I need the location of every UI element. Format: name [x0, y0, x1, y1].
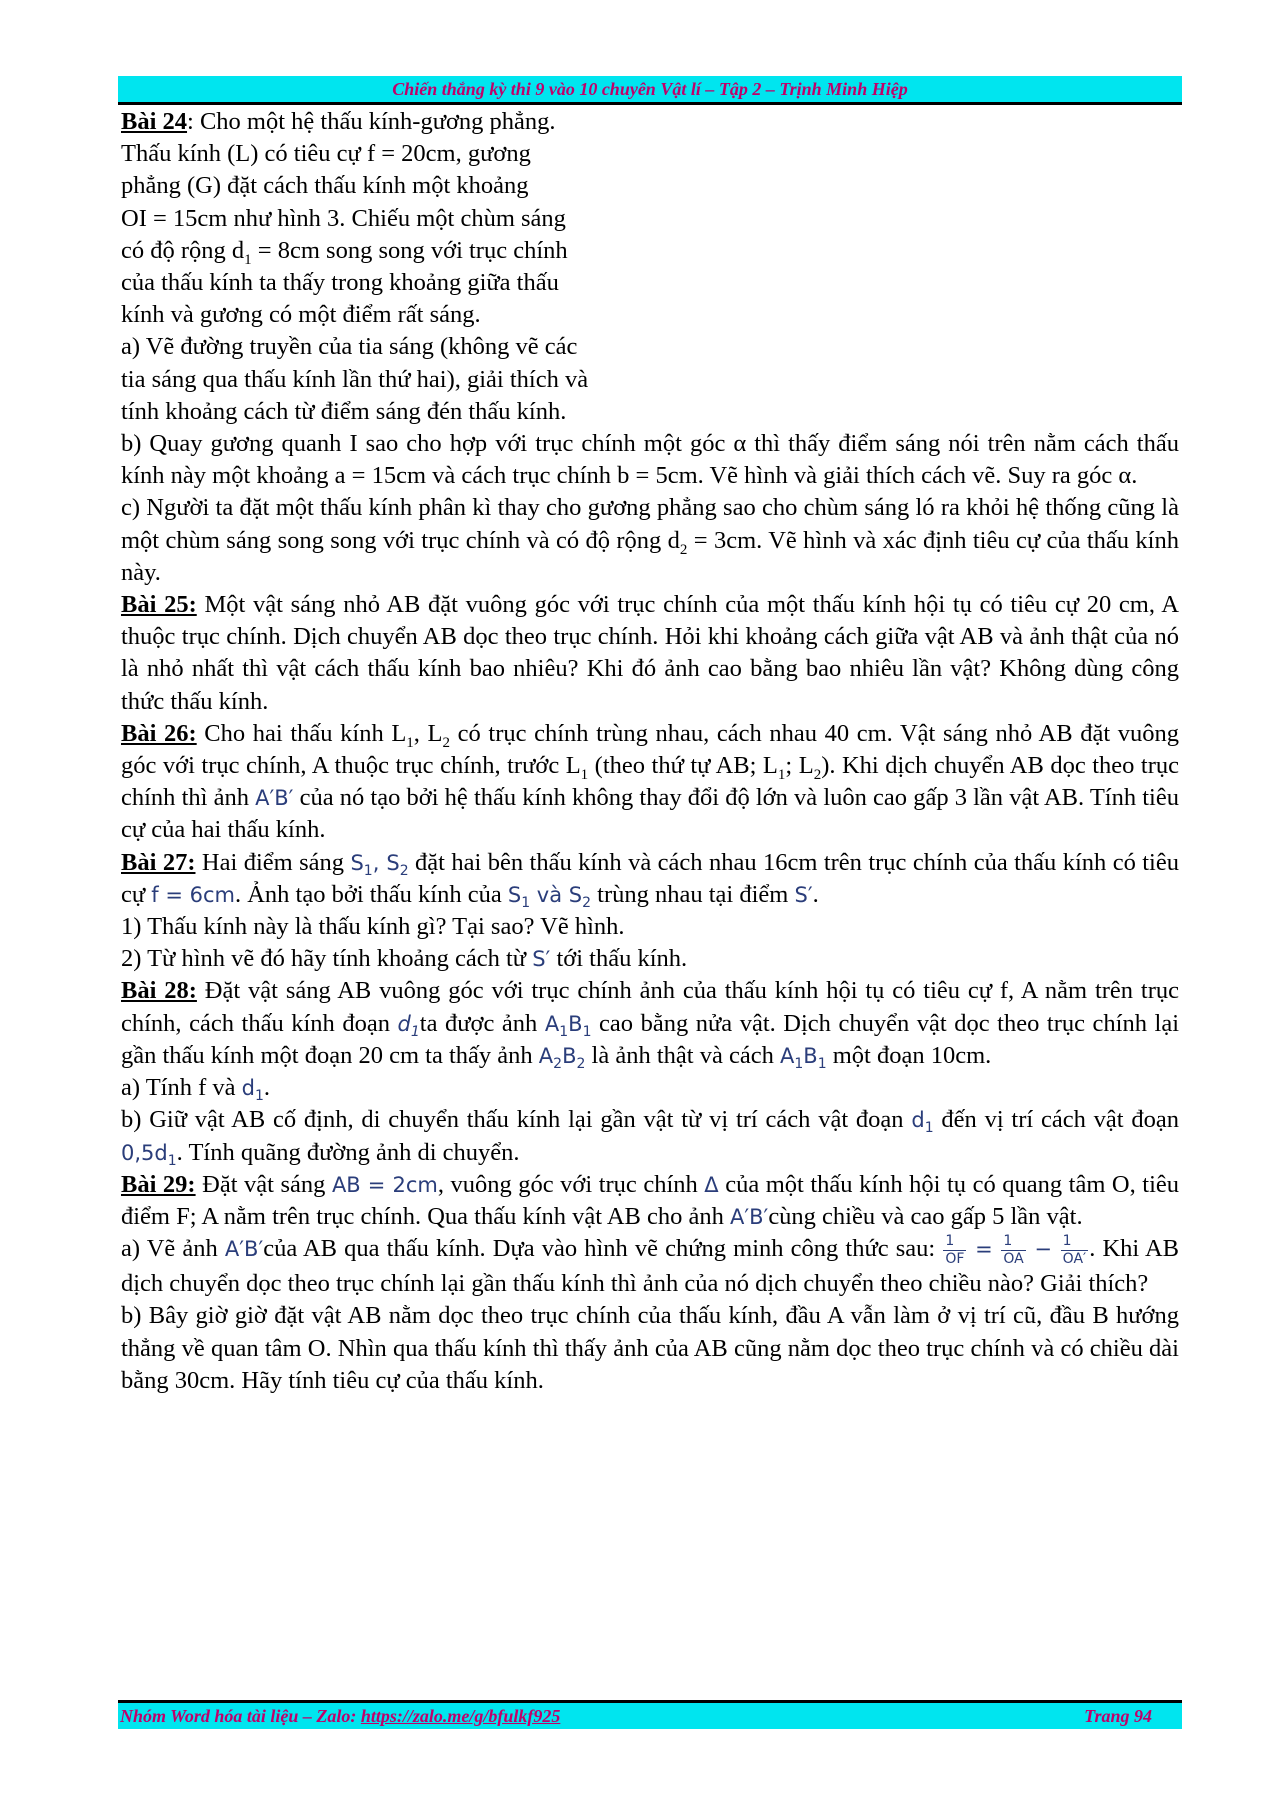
fraction-1-over-OF: $\frac{1}{OF}$ [945, 1233, 965, 1268]
problem-28: Bài 28: Đặt vật sáng AB vuông góc với trục chính ảnh của thấu kính hội tụ có tiêu cự f, A nằm trên trục chính, cách thấu kính đoạn $d_1ta$ được ảnh $A_1B_1$ cao bằng nửa vật. Dịch chuyển vật dọc theo trục chính lại gần thấu kính một đoạn 20 cm ta thấy ảnh $A_2B_2$ là ảnh thật và cách $A_1B_1$ một đoạn 10cm. a) Tính f và $d_1$. b) Giữ vật AB cố định, di chuyển thấu kính lại gần vật từ vị trí cách vật đoạn $d_1$ đến vị trí cách vật đoạn $0,5d_1$. Tính quãng đường ảnh di chuyển. [121, 977, 1180, 1169]
problem-28-label: Bài 28: [121, 977, 197, 1005]
problem-29-label: Bài 29: [121, 1170, 196, 1198]
problem-26-label: Bài 26: [121, 719, 197, 747]
problem-29: Bài 29: Đặt vật sáng AB = 2cm, vuông góc với trục chính Δ của một thấu kính hội tụ có quang tâm O, tiêu điểm F; A nằm trên trục chính. Qua thấu kính vật AB cho ảnh A′B′cùng chiều và cao gấp 5 lần vật. a) Vẽ ảnh A′B′của AB qua thấu kính. Dựa vào hình vẽ chứng minh công thức sau: $\frac{1}{OF}$ = $\frac{1}{OA}$ − $\frac{1}{OA'}$ . Khi AB dịch chuyển dọc theo trục chính lại gần thấu kính thì ảnh của nó dịch chuyển theo chiều nào? Giải thích? b) Bây giờ giờ đặt vật AB nằm dọc theo trục chính của thấu kính, đầu A vẫn làm ở vị trí cũ, đầu B hướng thẳng về quan tâm O. Nhìn qua thấu kính thì thấy ảnh của AB cũng nằm dọc theo trục chính và có chiều dài bằng 30cm. Hãy tính tiêu cự của thấu kính. [121, 1170, 1180, 1394]
page-footer: Nhóm Word hóa tài liệu – Zalo: https://zalo.me/g/bfulkf925 Trang 94 [118, 1700, 1182, 1729]
fraction-1-over-OA: $\frac{1}{OA}$ [1003, 1233, 1024, 1268]
header-title: Chiến thắng kỳ thi 9 vào 10 chuyên Vật lí – Tập 2 – Trịnh Minh Hiệp [392, 79, 908, 99]
problem-26: Bài 26: Cho hai thấu kính $L_1$, $L_2$ có trục chính trùng nhau, cách nhau 40 cm. Vật sáng nhỏ AB đặt vuông góc với trục chính, A thuộc trục chính, trước $L_1$ (theo thứ tự AB; $L_1$; $L_2$). Khi dịch chuyển AB dọc theo trục chính thì ảnh A′B′ của nó tạo bởi hệ thấu kính không thay đổi độ lớn và luôn cao gấp 3 lần vật AB. Tính tiêu cự của hai thấu kính. [121, 719, 1179, 844]
problem-25-label: Bài 25: [121, 591, 197, 619]
page-header [118, 76, 1182, 105]
problem-24: Bài 24: Cho một hệ thấu kính-gương phẳng. Thấu kính (L) có tiêu cự f = 20cm, gương phẳng (G) đặt cách thấu kính một khoảng OI = 15cm như hình 3. Chiếu một chùm sáng có độ rộng $d_1 = 8cm$ song song với trục chính của thấu kính ta thấy trong khoảng giữa thấu kính và gương có một điểm rất sáng. a) Vẽ đường truyền của tia sáng (không vẽ các tia sáng qua thấu kính lần thứ hai), giải thích và tính khoảng cách từ điểm sáng đén thấu kính. b) Quay gương quanh I sao cho hợp với trục chính một góc α thì thấy điểm sáng nói trên nằm cách thấu kính này một khoảng a = 15cm và cách trục chính b = 5cm. Vẽ hình và giải thích cách vẽ. Suy ra góc α. c) Người ta đặt một thấu kính phân kì thay cho gương phẳng sao cho chùm sáng ló ra khỏi hệ thống cũng là một chùm sáng song song với trục chính và có độ rộng $d_2 = 3cm$. Vẽ hình và xác định tiêu cự của thấu kính này. [121, 106, 1179, 589]
problem-25: Bài 25: Một vật sáng nhỏ AB đặt vuông góc với trục chính của một thấu kính hội tụ có tiêu cự 20 cm, A thuộc trục chính. Dịch chuyển AB dọc theo trục chính. Hỏi khi khoảng cách giữa vật AB và ảnh thật của nó là nhỏ nhất thì vật cách thấu kính bao nhiêu? Khi đó ảnh cao bằng bao nhiêu lần vật? Không dùng công thức thấu kính. [121, 591, 1179, 715]
page-number: Trang 94 [1084, 1706, 1152, 1726]
problem-27-label: Bài 27: [121, 848, 196, 876]
zalo-link[interactable]: https://zalo.me/g/bfulkf925 [360, 1706, 561, 1726]
problem-24-label: Bài 24 [121, 108, 188, 135]
document-body [121, 106, 1179, 1397]
problem-27: Bài 27: Hai điểm sáng $S_1$, $S_2$ đặt hai bên thấu kính và cách nhau 16cm trên trục chính của thấu kính có tiêu cự f = 6cm. Ảnh tạo bởi thấu kính của $S_1$ và $S_2$ trùng nhau tại điểm S′. 1) Thấu kính này là thấu kính gì? Tại sao? Vẽ hình. 2) Từ hình vẽ đó hãy tính khoảng cách từ S′ tới thấu kính. [121, 848, 1179, 973]
problem-24-part-c: c) Người ta đặt một thấu kính phân kì thay cho gương phẳng sao cho chùm sáng ló ra khỏi hệ thống cũng là một chùm sáng song song với trục chính và có độ rộng $d_2 = 3cm$. Vẽ hình và xác định tiêu cự của thấu kính này. [121, 494, 1179, 586]
fraction-1-over-OA-prime: $\frac{1}{OA'}$ [1062, 1233, 1087, 1268]
problem-24-part-b: b) Quay gương quanh I sao cho hợp với trục chính một góc α thì thấy điểm sáng nói trên nằm cách thấu kính này một khoảng a = 15cm và cách trục chính b = 5cm. Vẽ hình và giải thích cách vẽ. Suy ra góc α. [121, 430, 1179, 490]
